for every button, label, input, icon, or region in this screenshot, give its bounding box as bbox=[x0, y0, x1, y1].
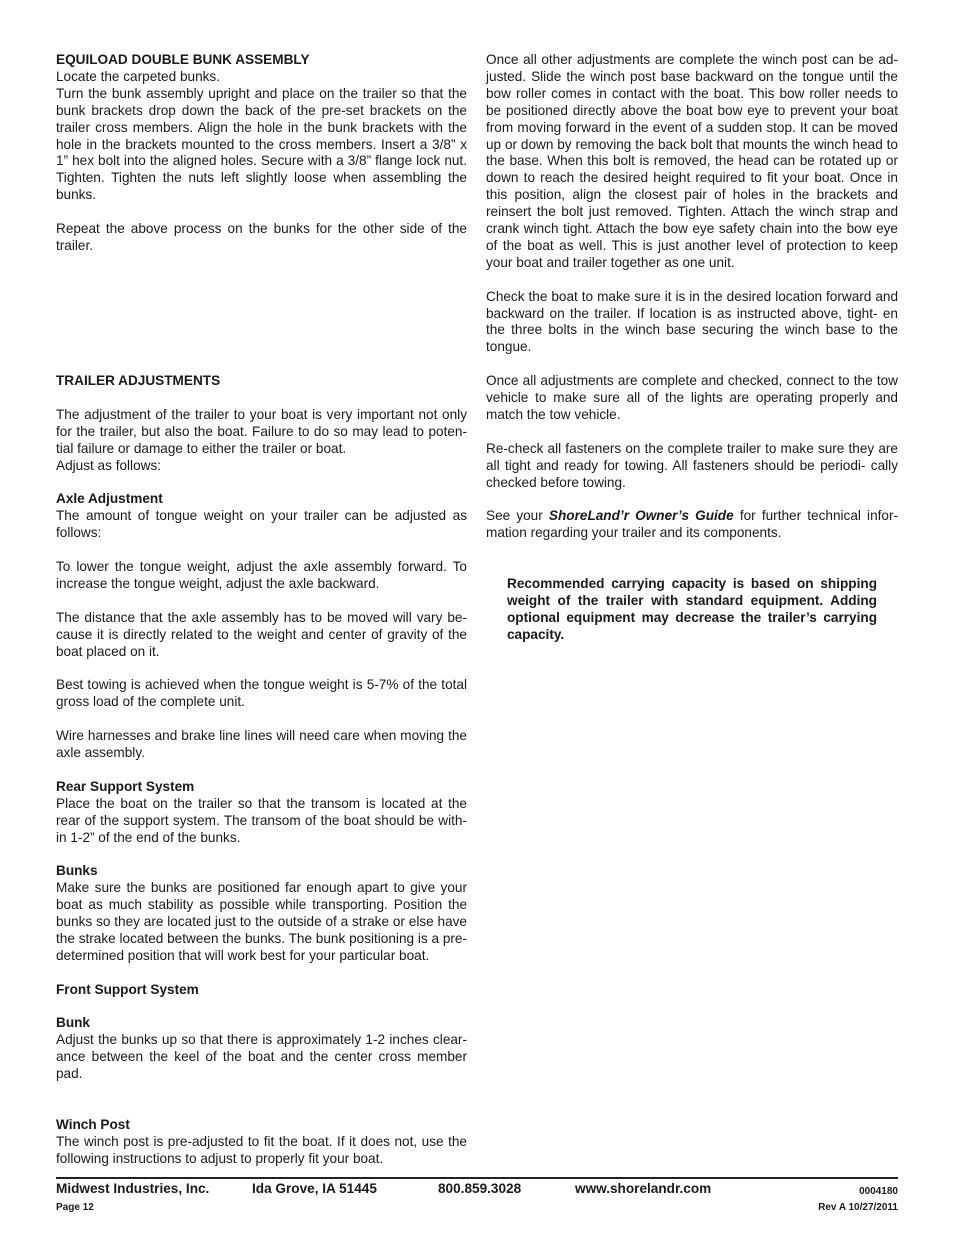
axle-adjustment-heading: Axle Adjustment bbox=[56, 491, 163, 507]
capacity-notice: Recommended carrying capacity is based on shipping weight of the trailer with standard equipment. Adding optional equipment may decrease the trailer’s carrying capacity. bbox=[507, 576, 877, 642]
owners-guide-title: ShoreLand’r Owner’s Guide bbox=[548, 508, 734, 524]
equiload-heading: EQUILOAD DOUBLE BUNK ASSEMBLY bbox=[56, 52, 310, 67]
locate-text: Locate the carpeted bunks. bbox=[56, 68, 220, 84]
footer-page-number: Page 12 bbox=[56, 1202, 94, 1213]
lights-text: Once all adjustments are complete and checked, connect to the tow vehicle to make sure all of the lights are operating properly and match the tow vehicle. bbox=[486, 373, 898, 422]
turn-text: Turn the bunk assembly upright and place on the trailer so that the bunk brackets drop down the back of the pre-set brackets on the trailer cross members. Align the hole in the bunk brackets with the hole in the brackets mounted to the cross members. Insert a 3/8” x 1” hex bolt into the aligned holes. Secure with a 3/8” flange lock nut. Tighten. Tighten the nuts left slightly loose when assembling the bunks. bbox=[56, 85, 467, 203]
repeat-text: Repeat the above process on the bunks for the other side of the trailer. bbox=[56, 221, 467, 253]
axle-text-1: The amount of tongue weight on your trailer can be adjusted as follows: bbox=[56, 508, 467, 541]
adjustment-intro: The adjustment of the trailer to your boat is very important not only for the trailer, but also the boat. Failure to do so may lead to poten- tial failure or damage to either the trailer or boat. bbox=[56, 406, 467, 456]
see-guide-text bbox=[486, 508, 898, 542]
left-column bbox=[56, 52, 467, 1168]
footer-phone: 800.859.3028 bbox=[438, 1181, 522, 1196]
winch-post-heading: Winch Post bbox=[56, 1116, 130, 1132]
footer-city: Ida Grove, IA 51445 bbox=[252, 1181, 377, 1196]
winch-post-text: The winch post is pre-adjusted to fit the boat. If it does not, use the following instructions to adjust to properly fit your boat. bbox=[56, 1133, 467, 1166]
adjust-as-follows: Adjust as follows: bbox=[56, 457, 162, 473]
footer-website: www.shorelandr.com bbox=[575, 1181, 712, 1196]
check-boat-text: Check the boat to make sure it is in the desired location forward and backward on the trailer. If location is as instructed above, tight- en the three bolts in the winch base securing the winch base to the tongue. bbox=[486, 288, 898, 355]
recheck-text: Re-check all fasteners on the complete trailer to make sure they are all tight and ready for towing. All fasteners should be periodi- cally checked before towing. bbox=[486, 440, 898, 490]
front-support-heading: Front Support System bbox=[56, 981, 199, 997]
bunks-heading: Bunks bbox=[56, 863, 98, 879]
bunks-text: Make sure the bunks are positioned far enough apart to give your boat as much stability as possible while transporting. Position the bunks so they are located just to the outside of a strake or else have the strake located between the bunks. The bunk positioning is a pre-determined position that will work best for your particular boat. bbox=[56, 880, 467, 963]
rear-support-text: Place the boat on the trailer so that the transom is located at the rear of the support system. The transom of the boat should be with- in 1-2” of the end of the bunks. bbox=[56, 795, 467, 845]
see-suffix: for further technical infor- mation regarding your trailer and its components. bbox=[486, 508, 899, 541]
trailer-adjustments-heading: TRAILER ADJUSTMENTS bbox=[56, 373, 221, 389]
axle-text-4: Best towing is achieved when the tongue weight is 5-7% of the total gross load of the complete unit. bbox=[56, 677, 467, 710]
footer-doc-number: 0004180 bbox=[859, 1186, 898, 1197]
axle-text-3: The distance that the axle assembly has to be moved will vary be- cause it is directly related to the weight and center of gravity of the boat placed on it. bbox=[56, 609, 467, 659]
rear-support-heading: Rear Support System bbox=[56, 778, 195, 794]
axle-text-5: Wire harnesses and brake line lines will need care when moving the axle assembly. bbox=[56, 728, 467, 760]
see-prefix: See your bbox=[486, 508, 549, 524]
bunk-text: Adjust the bunks up so that there is approximately 1-2 inches clear- ance between the keel of the boat and the center cross member pad. bbox=[56, 1032, 467, 1082]
bunk-heading: Bunk bbox=[56, 1015, 90, 1031]
footer-rule bbox=[56, 1177, 898, 1179]
footer-revision: Rev A 10/27/2011 bbox=[818, 1202, 898, 1213]
footer-company: Midwest Industries, Inc. bbox=[56, 1181, 210, 1196]
winch-adjust-text: Once all other adjustments are complete the winch post can be ad- justed. Slide the winch post base backward on the tongue until the bow roller comes in contact with the boat. This bow roller needs to be positioned directly above the boat bow eye to prevent your boat from moving forward in the event of a sudden stop. It can be moved up or down by removing the back bolt that mounts the winch head to the base. When this bolt is removed, the head can be rotated up or down to reach the desired height required to fit your boat. Once in this position, align the closest pair of holes in the brackets and reinsert the bolt just removed. Tighten. Attach the winch strap and crank winch tight. Attach the bow eye safety chain into the bow eye of the boat as well. This is just another level of protection to keep your boat and trailer together as one unit. bbox=[486, 52, 898, 270]
axle-text-2: To lower the tongue weight, adjust the axle assembly forward. To increase the tongue weight, adjust the axle backward. bbox=[56, 559, 467, 591]
right-column bbox=[486, 52, 898, 644]
